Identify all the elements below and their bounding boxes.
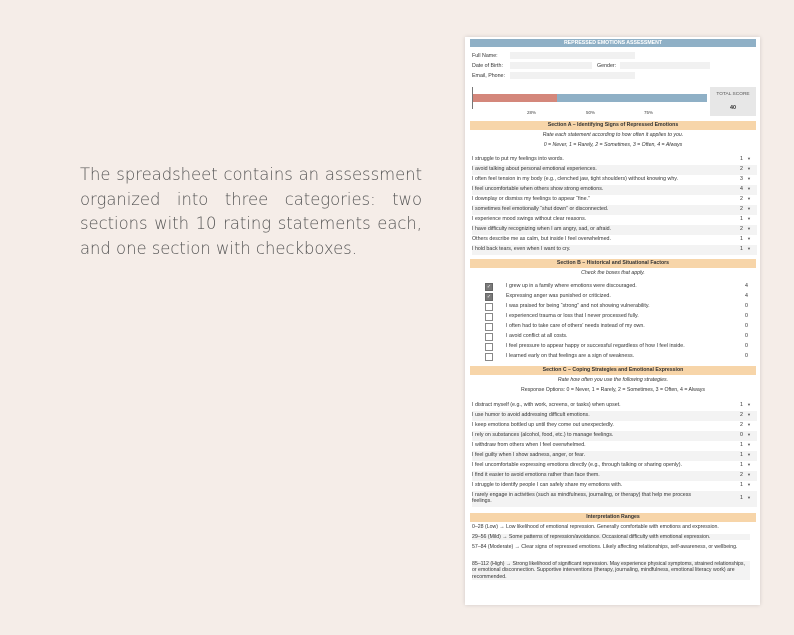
section-c-row	[472, 431, 757, 441]
section-c-instruction: Rate how often you use the following strategies.	[557, 377, 669, 383]
factor-value: 0	[745, 333, 748, 339]
dropdown-arrow-icon[interactable]: ▼	[747, 422, 751, 427]
dropdown-arrow-icon[interactable]: ▼	[747, 412, 751, 417]
statement-text: I struggle to put my feelings into words.	[472, 156, 564, 162]
rating-value[interactable]: 3	[740, 176, 743, 182]
interpretation-range: 85–112 (High) → Strong likelihood of significant repression. May experience physical symptoms, strained relationships, or emotional disconnection. Supportive interventions (therapy, journaling, mindfulness, emotional literacy work) are recommended.	[472, 561, 750, 580]
section-a-row	[472, 165, 757, 175]
factor-text: I feel pressure to appear happy or successful regardless of how I feel inside.	[506, 343, 685, 349]
dropdown-arrow-icon[interactable]: ▼	[747, 442, 751, 447]
dropdown-arrow-icon[interactable]: ▼	[747, 495, 751, 500]
spreadsheet	[465, 37, 760, 605]
gender-label: Gender:	[597, 63, 617, 69]
strategy-text: I struggle to identify people I can safely share my emotions with.	[472, 482, 623, 488]
factor-value: 0	[745, 323, 748, 329]
rating-value[interactable]: 1	[740, 236, 743, 242]
section-b-row	[472, 292, 757, 302]
rating-value[interactable]: 1	[740, 462, 743, 468]
section-a-row	[472, 215, 757, 225]
section-b-header: Section B – Historical and Situational Factors	[470, 259, 756, 268]
section-c-scale: Response Options: 0 = Never, 1 = Rarely, 2 = Sometimes, 3 = Often, 4 = Always	[520, 387, 705, 393]
checkbox[interactable]	[485, 303, 493, 311]
total-score-box	[710, 87, 756, 116]
factor-text: I learned early on that feelings are a sign of weakness.	[506, 353, 635, 359]
dropdown-arrow-icon[interactable]: ▼	[747, 226, 751, 231]
full-name-field[interactable]	[510, 52, 635, 59]
rating-value[interactable]: 4	[740, 186, 743, 192]
rating-value[interactable]: 1	[740, 482, 743, 488]
section-b-instruction: Check the boxes that apply.	[581, 270, 645, 276]
section-c-row	[472, 491, 757, 507]
score-progress-fill	[473, 94, 557, 102]
strategy-text: I withdraw from others when I feel overwhelmed.	[472, 442, 586, 448]
rating-value[interactable]: 1	[740, 246, 743, 252]
checkbox[interactable]	[485, 353, 493, 361]
strategy-text: I keep emotions bottled up until they come out unexpectedly.	[472, 422, 614, 428]
factor-value: 0	[745, 343, 748, 349]
statement-text: I often feel tension in my body (e.g., clenched jaw, tight shoulders) without knowing why.	[472, 176, 679, 182]
rating-value[interactable]: 2	[740, 412, 743, 418]
rating-value[interactable]: 1	[740, 495, 743, 501]
section-a-row	[472, 195, 757, 205]
sheet-title: REPRESSED EMOTIONS ASSESSMENT	[470, 39, 756, 47]
factor-value: 4	[745, 293, 748, 299]
checkbox[interactable]: ✓	[486, 284, 492, 290]
section-a-row	[472, 175, 757, 185]
checkbox[interactable]	[485, 343, 493, 351]
gender-field[interactable]	[620, 62, 710, 69]
dropdown-arrow-icon[interactable]: ▼	[747, 156, 751, 161]
tick-label: 28%	[527, 110, 537, 115]
rating-value[interactable]: 1	[740, 216, 743, 222]
factor-value: 0	[745, 313, 748, 319]
dropdown-arrow-icon[interactable]: ▼	[747, 236, 751, 241]
strategy-text: I distract myself (e.g., with work, screens, or tasks) when upset.	[472, 402, 621, 408]
dob-field[interactable]	[510, 62, 592, 69]
statement-text: I hold back tears, even when I want to cry.	[472, 246, 571, 252]
statement-text: I experience mood swings without clear reasons.	[472, 216, 587, 222]
section-c-header: Section C – Coping Strategies and Emotional Expression	[470, 366, 756, 375]
dob-label: Date of Birth:	[472, 63, 503, 69]
section-a-row	[472, 185, 757, 195]
interpretation-range: 57–84 (Moderate) → Clear signs of repressed emotions. Likely affecting relationships, self-awareness, or wellbeing.	[472, 544, 738, 550]
rating-value[interactable]: 2	[740, 226, 743, 232]
dropdown-arrow-icon[interactable]: ▼	[747, 246, 751, 251]
factor-text: Expressing anger was punished or criticized.	[506, 293, 611, 299]
section-a-row	[472, 225, 757, 235]
checkbox[interactable]	[485, 313, 493, 321]
statement-text: Others describe me as calm, but inside I feel overwhelmed.	[472, 236, 611, 242]
section-c-row	[472, 411, 757, 421]
rating-value[interactable]: 2	[740, 206, 743, 212]
section-a-row	[472, 155, 757, 165]
score-progress-bar	[473, 94, 707, 102]
section-b-row	[472, 322, 757, 332]
interpretation-range: 0–28 (Low) → Low likelihood of emotional repression. Generally comfortable with emotions and expression.	[472, 524, 719, 530]
section-c-row	[472, 461, 757, 471]
factor-text: I was praised for being “strong” and not showing vulnerability.	[506, 303, 650, 309]
dropdown-arrow-icon[interactable]: ▼	[747, 452, 751, 457]
section-a-scale: 0 = Never, 1 = Rarely, 2 = Sometimes, 3 = Often, 4 = Always	[543, 142, 683, 148]
dropdown-arrow-icon[interactable]: ▼	[747, 472, 751, 477]
section-c-row	[472, 421, 757, 431]
section-a-row	[472, 205, 757, 215]
statement-text: I feel uncomfortable when others show strong emotions.	[472, 186, 604, 192]
section-b-row	[472, 302, 757, 312]
description-text: The spreadsheet contains an assessment organized into three categories: two sections with 10 rating statements each, and one section with checkboxes.	[80, 165, 422, 258]
rating-value[interactable]: 1	[740, 452, 743, 458]
factor-value: 0	[745, 353, 748, 359]
rating-value[interactable]: 1	[740, 442, 743, 448]
rating-value[interactable]: 1	[740, 402, 743, 408]
dropdown-arrow-icon[interactable]: ▼	[747, 432, 751, 437]
dropdown-arrow-icon[interactable]: ▼	[747, 402, 751, 407]
dropdown-arrow-icon[interactable]: ▼	[747, 216, 751, 221]
factor-text: I often had to take care of others’ needs instead of my own.	[506, 323, 645, 329]
dropdown-arrow-icon[interactable]: ▼	[747, 206, 751, 211]
section-c-row	[472, 401, 757, 411]
strategy-text: I rarely engage in activities (such as mindfulness, journaling, or therapy) that help me process feelings.	[472, 492, 692, 505]
total-score-value: 40	[730, 105, 736, 111]
strategy-text: I feel guilty when I show sadness, anger, or fear.	[472, 452, 586, 458]
section-a-row	[472, 245, 757, 255]
rating-value[interactable]: 0	[740, 432, 743, 438]
checkbox[interactable]	[485, 333, 493, 341]
statement-text: I downplay or dismiss my feelings to appear “fine.”	[472, 196, 590, 202]
score-progress-remainder	[557, 94, 707, 102]
section-b-row	[472, 312, 757, 322]
factor-text: I grew up in a family where emotions were discouraged.	[506, 283, 637, 289]
factor-value: 0	[745, 303, 748, 309]
email-field[interactable]	[510, 72, 635, 79]
section-a-header: Section A – Identifying Signs of Repressed Emotions	[470, 121, 756, 130]
section-b-row	[472, 342, 757, 352]
interpretation-range: 29–56 (Mild) → Some patterns of repression/avoidance. Occasional difficulty with emotional expression.	[472, 534, 750, 540]
section-c-row	[472, 451, 757, 461]
statement-text: I sometimes feel emotionally “shut down” or disconnected.	[472, 206, 609, 212]
dropdown-arrow-icon[interactable]: ▼	[747, 462, 751, 467]
rating-value[interactable]: 2	[740, 472, 743, 478]
interpretation-header: Interpretation Ranges	[470, 513, 756, 522]
strategy-text: I use humor to avoid addressing difficult emotions.	[472, 412, 590, 418]
factor-text: I avoid conflict at all costs.	[506, 333, 568, 339]
strategy-text: I rely on substances (alcohol, food, etc.) to manage feelings.	[472, 432, 614, 438]
statement-text: I have difficulty recognizing when I am angry, sad, or afraid.	[472, 226, 612, 232]
total-score-label: TOTAL SCORE	[716, 92, 750, 97]
rating-value[interactable]: 1	[740, 156, 743, 162]
section-c-row	[472, 441, 757, 451]
section-a-row	[472, 235, 757, 245]
strategy-text: I find it easier to avoid emotions rather than face them.	[472, 472, 600, 478]
email-label: Email, Phone:	[472, 73, 505, 79]
dropdown-arrow-icon[interactable]: ▼	[747, 186, 751, 191]
strategy-text: I feel uncomfortable expressing emotions directly (e.g., through talking or sharing openly).	[472, 462, 682, 468]
factor-text: I experienced trauma or loss that I never processed fully.	[506, 313, 639, 319]
section-b-row	[472, 332, 757, 342]
dropdown-arrow-icon[interactable]: ▼	[747, 166, 751, 171]
rating-value[interactable]: 2	[740, 166, 743, 172]
section-b-row	[472, 352, 757, 362]
section-b-row	[472, 282, 757, 292]
checkbox[interactable]	[485, 323, 493, 331]
factor-value: 4	[745, 283, 748, 289]
full-name-label: Full Name:	[472, 53, 498, 59]
dropdown-arrow-icon[interactable]: ▼	[747, 482, 751, 487]
dropdown-arrow-icon[interactable]: ▼	[747, 176, 751, 181]
section-c-row	[472, 471, 757, 481]
checkbox[interactable]: ✓	[486, 294, 492, 300]
section-c-row	[472, 481, 757, 491]
dropdown-arrow-icon[interactable]: ▼	[747, 196, 751, 201]
tick-label: 50%	[586, 110, 596, 115]
statement-text: I avoid talking about personal emotional experiences.	[472, 166, 597, 172]
section-a-instruction: Rate each statement according to how often it applies to you.	[542, 132, 684, 138]
rating-value[interactable]: 2	[740, 422, 743, 428]
tick-label: 75%	[644, 110, 654, 115]
rating-value[interactable]: 2	[740, 196, 743, 202]
